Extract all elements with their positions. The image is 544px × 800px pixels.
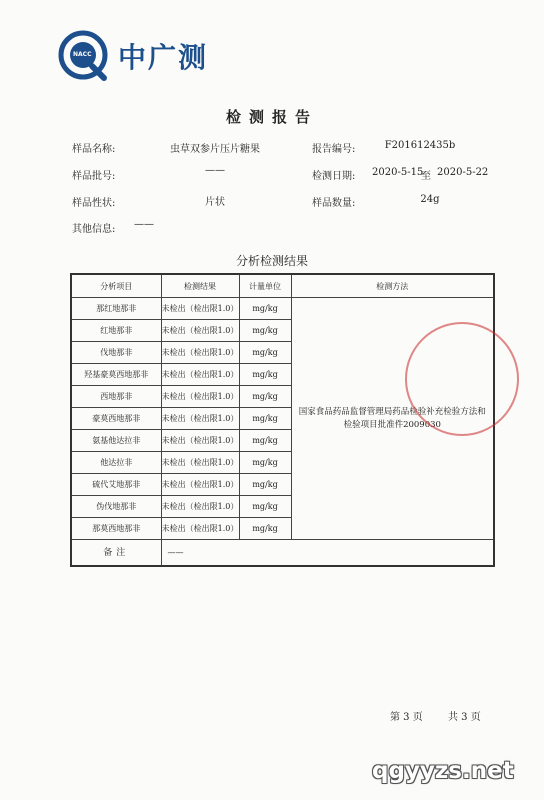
row-unit: mg/kg	[239, 386, 291, 408]
row-unit: mg/kg	[239, 320, 291, 342]
other-value: ——	[134, 219, 154, 230]
row-result: 未检出（检出限1.0）	[161, 298, 239, 320]
row-result: 未检出（检出限1.0）	[161, 364, 239, 386]
row-result: 未检出（检出限1.0）	[161, 452, 239, 474]
table-header-row	[71, 274, 494, 298]
row-unit: mg/kg	[239, 474, 291, 496]
header-unit: 计量单位	[239, 274, 291, 298]
row-item: 红地那非	[71, 320, 161, 342]
row-result: 未检出（检出限1.0）	[161, 342, 239, 364]
remark-label: 备注	[71, 540, 161, 567]
row-item: 豪莫西地那非	[71, 408, 161, 430]
header-result: 检测结果	[161, 274, 239, 298]
row-unit: mg/kg	[239, 452, 291, 474]
row-item: 他达拉非	[71, 452, 161, 474]
brand-name: 中广测	[118, 41, 209, 74]
row-unit: mg/kg	[239, 408, 291, 430]
row-item: 伐地那非	[71, 342, 161, 364]
official-seal	[405, 322, 519, 436]
row-unit: mg/kg	[239, 298, 291, 320]
row-item: 硫代艾地那非	[71, 474, 161, 496]
other-label: 其他信息:	[72, 224, 116, 235]
table-row	[71, 298, 494, 320]
row-unit: mg/kg	[239, 364, 291, 386]
row-item: 西地那非	[71, 386, 161, 408]
logo-badge: NACC	[73, 51, 92, 58]
report-no-label: 报告编号:	[312, 144, 356, 155]
sample-name-value: 虫草双参片压片糖果	[170, 144, 260, 155]
header-item: 分析项目	[71, 274, 161, 298]
company-logo	[56, 28, 246, 84]
row-result: 未检出（检出限1.0）	[161, 496, 239, 518]
row-unit: mg/kg	[239, 496, 291, 518]
report-no-value: F201612435b	[384, 140, 456, 151]
row-item: 那红地那非	[71, 298, 161, 320]
row-item: 那莫西地那非	[71, 518, 161, 540]
remark-value: ——	[161, 540, 494, 567]
header-method: 检测方法	[291, 274, 494, 298]
site-watermark: qgyyzs.net	[372, 758, 514, 784]
row-unit: mg/kg	[239, 430, 291, 452]
row-result: 未检出（检出限1.0）	[161, 320, 239, 342]
test-date-to-word: 至	[421, 171, 431, 182]
row-result: 未检出（检出限1.0）	[161, 474, 239, 496]
row-unit: mg/kg	[239, 518, 291, 540]
page-number: 第 3 页	[390, 712, 423, 723]
row-item: 羟基豪莫西地那非	[71, 364, 161, 386]
row-unit: mg/kg	[239, 342, 291, 364]
test-date-from: 2020-5-15	[372, 167, 424, 178]
results-subtitle: 分析检测结果	[235, 254, 308, 268]
row-result: 未检出（检出限1.0）	[161, 386, 239, 408]
remark-row	[71, 540, 494, 567]
row-result: 未检出（检出限1.0）	[161, 408, 239, 430]
form-value: 片状	[205, 197, 225, 208]
method-text: 国家食品药品监督管理局药品检验补充检验方法和检验项目批准件2009030	[298, 406, 486, 430]
sample-name-label: 样品名称:	[72, 144, 116, 155]
qty-value: 24g	[420, 194, 440, 205]
qty-label: 样品数量:	[312, 198, 356, 209]
test-date-label: 检测日期:	[312, 171, 356, 182]
page-total: 共 3 页	[448, 712, 481, 723]
form-label: 样品性状:	[72, 198, 116, 209]
test-date-to: 2020-5-22	[437, 167, 489, 178]
batch-label: 样品批号:	[72, 171, 116, 182]
batch-value: ——	[205, 165, 225, 176]
row-result: 未检出（检出限1.0）	[161, 518, 239, 540]
report-title: 检测报告	[225, 108, 318, 126]
row-result: 未检出（检出限1.0）	[161, 430, 239, 452]
row-item: 伪伐地那非	[71, 496, 161, 518]
row-item: 氨基他达拉非	[71, 430, 161, 452]
